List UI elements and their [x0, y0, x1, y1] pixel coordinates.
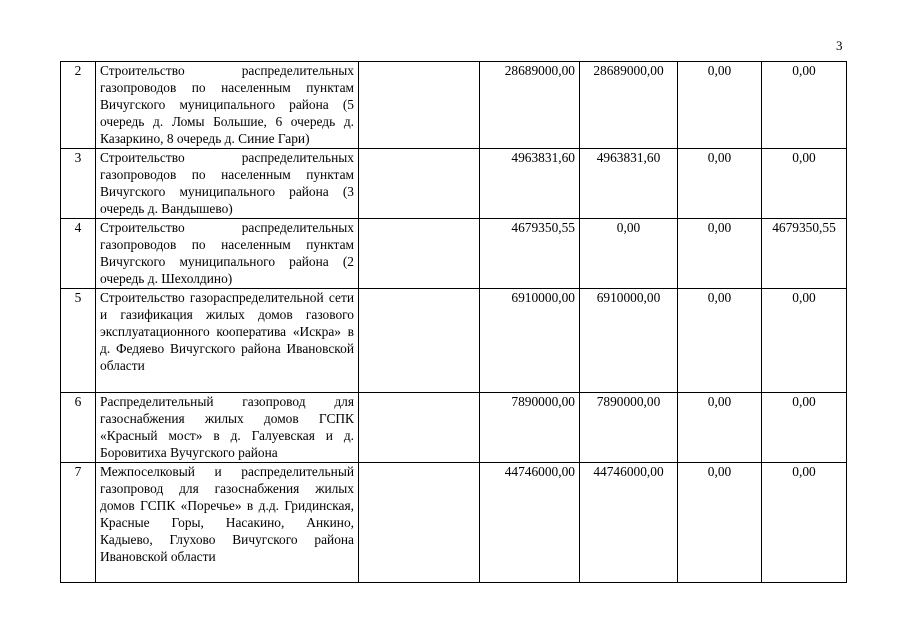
amount-col2: 7890000,00 [580, 393, 678, 463]
amount-col3: 0,00 [678, 463, 762, 583]
amount-col3: 0,00 [678, 149, 762, 219]
object-name: Строительство распределительных газопроводов по населенным пунктам Вичугского муниципального района (5 очередь д. Ломы Большие, 6 очередь д. Казаркино, 8 очередь д. Синие Гари) [96, 62, 359, 149]
table-row [61, 289, 847, 393]
table-row [61, 219, 847, 289]
amount-col2: 28689000,00 [580, 62, 678, 149]
empty-cell [359, 463, 480, 583]
table-row [61, 463, 847, 583]
amount-col4: 0,00 [762, 62, 847, 149]
row-number: 2 [61, 62, 96, 149]
total-amount: 4963831,60 [480, 149, 580, 219]
object-name: Межпоселковый и распределительный газопровод для газоснабжения жилых домов ГСПК «Поречье» в д.д. Гридинская, Красные Горы, Насакино, Анкино, Кадыево, Глухово Вичугского района Ивановской области [96, 463, 359, 583]
empty-cell [359, 149, 480, 219]
object-name: Строительство распределительных газопроводов по населенным пунктам Вичугского муниципального района (2 очередь д. Шехолдино) [96, 219, 359, 289]
table-row [61, 149, 847, 219]
amount-col4: 0,00 [762, 463, 847, 583]
amount-col2: 0,00 [580, 219, 678, 289]
budget-table [60, 61, 847, 583]
row-number: 4 [61, 219, 96, 289]
total-amount: 4679350,55 [480, 219, 580, 289]
amount-col4: 0,00 [762, 289, 847, 393]
amount-col4: 0,00 [762, 149, 847, 219]
amount-col3: 0,00 [678, 219, 762, 289]
empty-cell [359, 289, 480, 393]
row-number: 5 [61, 289, 96, 393]
amount-col3: 0,00 [678, 62, 762, 149]
amount-col2: 6910000,00 [580, 289, 678, 393]
row-number: 7 [61, 463, 96, 583]
empty-cell [359, 219, 480, 289]
amount-col3: 0,00 [678, 289, 762, 393]
table-row [61, 62, 847, 149]
row-number: 6 [61, 393, 96, 463]
total-amount: 28689000,00 [480, 62, 580, 149]
amount-col2: 4963831,60 [580, 149, 678, 219]
object-name: Распределительный газопровод для газоснабжения жилых домов ГСПК «Красный мост» в д. Галуевская и д. Боровитиха Вучугского района [96, 393, 359, 463]
amount-col2: 44746000,00 [580, 463, 678, 583]
total-amount: 44746000,00 [480, 463, 580, 583]
amount-col3: 0,00 [678, 393, 762, 463]
table-row [61, 393, 847, 463]
total-amount: 7890000,00 [480, 393, 580, 463]
empty-cell [359, 393, 480, 463]
amount-col4: 4679350,55 [762, 219, 847, 289]
object-name: Строительство распределительных газопроводов по населенным пунктам Вичугского муниципального района (3 очередь д. Вандышево) [96, 149, 359, 219]
page-number: 3 [836, 38, 843, 53]
total-amount: 6910000,00 [480, 289, 580, 393]
amount-col4: 0,00 [762, 393, 847, 463]
object-name: Строительство газораспределительной сети и газификация жилых домов газового эксплуатационного кооператива «Искра» в д. Федяево Вичугского района Ивановской области [96, 289, 359, 393]
row-number: 3 [61, 149, 96, 219]
empty-cell [359, 62, 480, 149]
